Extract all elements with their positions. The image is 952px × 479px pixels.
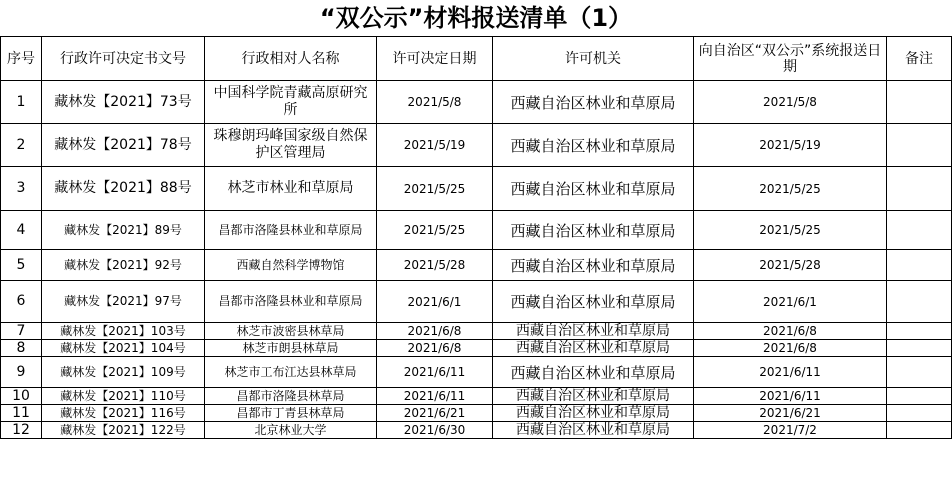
table-header-row xyxy=(1,37,952,81)
cell-submission-date: 2021/5/19 xyxy=(694,124,887,167)
cell-licensing-authority: 西藏自治区林业和草原局 xyxy=(493,340,694,357)
cell-decision-date: 2021/5/25 xyxy=(377,167,493,211)
header-decision-number: 行政许可决定书文号 xyxy=(42,37,205,81)
cell-submission-date: 2021/6/11 xyxy=(694,388,887,405)
header-decision-date: 许可决定日期 xyxy=(377,37,493,81)
cell-decision-number: 藏林发【2021】122号 xyxy=(42,422,205,439)
cell-decision-date: 2021/6/1 xyxy=(377,281,493,323)
cell-decision-number: 藏林发【2021】73号 xyxy=(42,81,205,124)
header-counterparty-name: 行政相对人名称 xyxy=(205,37,377,81)
cell-licensing-authority: 西藏自治区林业和草原局 xyxy=(493,323,694,340)
cell-licensing-authority: 西藏自治区林业和草原局 xyxy=(493,124,694,167)
cell-remarks xyxy=(887,211,952,250)
cell-submission-date: 2021/6/8 xyxy=(694,340,887,357)
cell-decision-number: 藏林发【2021】88号 xyxy=(42,167,205,211)
cell-submission-date: 2021/6/1 xyxy=(694,281,887,323)
cell-index: 12 xyxy=(1,422,42,439)
cell-counterparty-name: 林芝市波密县林草局 xyxy=(205,323,377,340)
table-row xyxy=(1,81,952,124)
cell-decision-date: 2021/5/19 xyxy=(377,124,493,167)
cell-decision-number: 藏林发【2021】89号 xyxy=(42,211,205,250)
table-row xyxy=(1,323,952,340)
cell-remarks xyxy=(887,422,952,439)
table-row xyxy=(1,167,952,211)
table-row xyxy=(1,405,952,422)
cell-index: 9 xyxy=(1,357,42,388)
cell-decision-number: 藏林发【2021】116号 xyxy=(42,405,205,422)
cell-decision-number: 藏林发【2021】104号 xyxy=(42,340,205,357)
cell-counterparty-name: 林芝市朗县林草局 xyxy=(205,340,377,357)
cell-index: 3 xyxy=(1,167,42,211)
cell-licensing-authority: 西藏自治区林业和草原局 xyxy=(493,250,694,281)
cell-licensing-authority: 西藏自治区林业和草原局 xyxy=(493,81,694,124)
table-row xyxy=(1,422,952,439)
cell-index: 5 xyxy=(1,250,42,281)
cell-remarks xyxy=(887,281,952,323)
cell-licensing-authority: 西藏自治区林业和草原局 xyxy=(493,211,694,250)
document-title: “双公示”材料报送清单（1） xyxy=(319,4,633,32)
cell-index: 7 xyxy=(1,323,42,340)
cell-licensing-authority: 西藏自治区林业和草原局 xyxy=(493,167,694,211)
header-index: 序号 xyxy=(1,37,42,81)
cell-index: 1 xyxy=(1,81,42,124)
cell-remarks xyxy=(887,323,952,340)
cell-counterparty-name: 珠穆朗玛峰国家级自然保护区管理局 xyxy=(205,124,377,167)
cell-decision-date: 2021/5/28 xyxy=(377,250,493,281)
cell-index: 11 xyxy=(1,405,42,422)
cell-decision-date: 2021/6/8 xyxy=(377,323,493,340)
cell-remarks xyxy=(887,340,952,357)
cell-licensing-authority: 西藏自治区林业和草原局 xyxy=(493,405,694,422)
cell-licensing-authority: 西藏自治区林业和草原局 xyxy=(493,422,694,439)
cell-submission-date: 2021/5/28 xyxy=(694,250,887,281)
cell-counterparty-name: 昌都市洛隆县林草局 xyxy=(205,388,377,405)
cell-remarks xyxy=(887,81,952,124)
cell-submission-date: 2021/6/8 xyxy=(694,323,887,340)
cell-decision-number: 藏林发【2021】92号 xyxy=(42,250,205,281)
submission-table xyxy=(0,36,952,439)
cell-index: 8 xyxy=(1,340,42,357)
cell-counterparty-name: 林芝市工布江达县林草局 xyxy=(205,357,377,388)
header-submission-date: 向自治区“双公示”系统报送日期 xyxy=(694,37,887,81)
cell-submission-date: 2021/6/21 xyxy=(694,405,887,422)
header-remarks: 备注 xyxy=(887,37,952,81)
cell-submission-date: 2021/5/8 xyxy=(694,81,887,124)
cell-decision-number: 藏林发【2021】78号 xyxy=(42,124,205,167)
cell-counterparty-name: 中国科学院青藏高原研究所 xyxy=(205,81,377,124)
cell-index: 6 xyxy=(1,281,42,323)
cell-remarks xyxy=(887,405,952,422)
cell-submission-date: 2021/5/25 xyxy=(694,167,887,211)
cell-decision-number: 藏林发【2021】97号 xyxy=(42,281,205,323)
table-row xyxy=(1,357,952,388)
table-row xyxy=(1,340,952,357)
cell-counterparty-name: 昌都市丁青县林草局 xyxy=(205,405,377,422)
table-row xyxy=(1,388,952,405)
cell-counterparty-name: 林芝市林业和草原局 xyxy=(205,167,377,211)
cell-submission-date: 2021/5/25 xyxy=(694,211,887,250)
cell-index: 2 xyxy=(1,124,42,167)
cell-counterparty-name: 昌都市洛隆县林业和草原局 xyxy=(205,211,377,250)
table-row xyxy=(1,281,952,323)
cell-submission-date: 2021/7/2 xyxy=(694,422,887,439)
table-row xyxy=(1,124,952,167)
header-licensing-authority: 许可机关 xyxy=(493,37,694,81)
cell-counterparty-name: 西藏自然科学博物馆 xyxy=(205,250,377,281)
cell-decision-date: 2021/6/11 xyxy=(377,388,493,405)
cell-decision-date: 2021/5/8 xyxy=(377,81,493,124)
cell-decision-date: 2021/6/30 xyxy=(377,422,493,439)
cell-index: 4 xyxy=(1,211,42,250)
cell-remarks xyxy=(887,388,952,405)
cell-remarks xyxy=(887,357,952,388)
cell-remarks xyxy=(887,250,952,281)
cell-index: 10 xyxy=(1,388,42,405)
cell-decision-date: 2021/6/8 xyxy=(377,340,493,357)
cell-decision-number: 藏林发【2021】109号 xyxy=(42,357,205,388)
table-row xyxy=(1,211,952,250)
table-row xyxy=(1,250,952,281)
cell-counterparty-name: 北京林业大学 xyxy=(205,422,377,439)
cell-licensing-authority: 西藏自治区林业和草原局 xyxy=(493,357,694,388)
cell-decision-number: 藏林发【2021】110号 xyxy=(42,388,205,405)
cell-decision-date: 2021/6/11 xyxy=(377,357,493,388)
cell-counterparty-name: 昌都市洛隆县林业和草原局 xyxy=(205,281,377,323)
cell-decision-date: 2021/5/25 xyxy=(377,211,493,250)
cell-licensing-authority: 西藏自治区林业和草原局 xyxy=(493,281,694,323)
cell-submission-date: 2021/6/11 xyxy=(694,357,887,388)
cell-remarks xyxy=(887,124,952,167)
cell-decision-date: 2021/6/21 xyxy=(377,405,493,422)
cell-licensing-authority: 西藏自治区林业和草原局 xyxy=(493,388,694,405)
cell-remarks xyxy=(887,167,952,211)
cell-decision-number: 藏林发【2021】103号 xyxy=(42,323,205,340)
